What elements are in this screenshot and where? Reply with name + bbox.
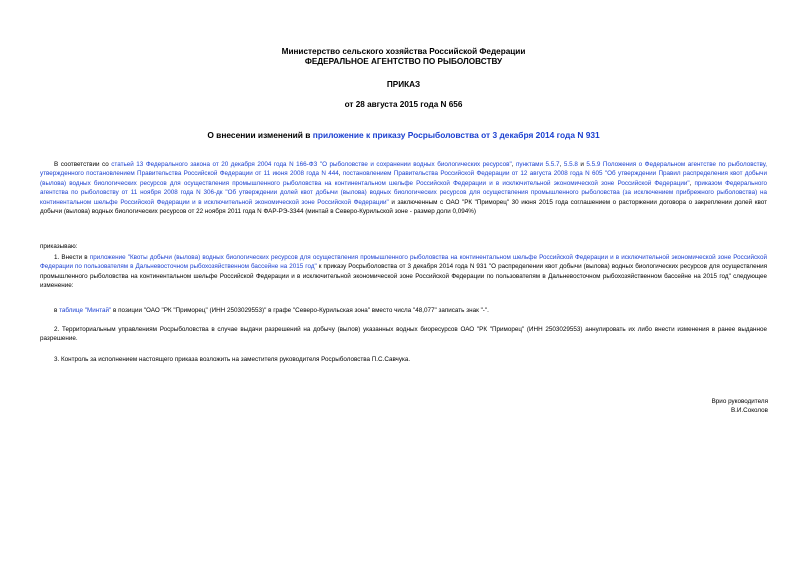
document-subject — [0, 130, 807, 140]
preamble-text-1: В соответствии со — [54, 161, 112, 168]
item-1-text-2: к приказу Росрыболовства от 3 декабря 2014 года N 931 "О распределении квот добычи (вылова) водных биологических ресурсов для осуществления промышленного рыболовства на континентальном шельфе Российской Федерации и в исключительной экономической зоне Российской Федерации по пользователям в Дальневосточном рыбохозяйственном бассейне на 2015 год" следующее изменение: — [40, 263, 768, 290]
signatory-name: В.И.Соколов — [730, 407, 768, 415]
table-change-paragraph — [40, 306, 767, 315]
clause-5-5-7-link[interactable]: пунктами 5.5.7 — [515, 161, 560, 168]
subject-link[interactable]: приложение к приказу Росрыболовства от 3 декабря 2014 года N 931 — [312, 130, 600, 140]
clause-5-5-8-link[interactable]: 5.5.8 — [563, 161, 578, 168]
appendix-quotas-link[interactable]: приложение "Квоты добычи (вылова) водных биологических ресурсов для осуществления промышленного рыболовства на континентальном шельфе Российской Федерации и в исключительной экономической зоне Российской Федерации по пользователям в Дальневосточном рыбохозяйственном бассейне на 2015 год" — [40, 254, 767, 271]
preamble-text-3: , — [559, 161, 564, 168]
law-article-13-link[interactable]: статьей 13 Федерального закона от 20 декабря 2004 года N 166-ФЗ "О рыболовстве и сохранении водных биологических ресурсов" — [111, 161, 512, 168]
preamble-paragraph — [40, 160, 767, 216]
preamble-text-6: , — [689, 179, 695, 187]
resolution-605-link[interactable]: постановлением Правительства Российской Федерации от 12 августа 2008 года N 605 "Об утверждении Правил распределения квот добычи (вылова) водных биологических ресурсов для осуществления промышленного рыболовства на континентальном шельфе Российской Федерации и в исключительной экономической зоне Российской Федерации" — [40, 170, 767, 187]
order-306-dk-link[interactable]: приказом Федерального агентства по рыболовству от 11 ноября 2008 года N 306-дк "Об утверждении долей квот добычи (вылова) водных биологических ресурсов для осуществления промышленного рыболовства (за исключением прибрежного рыболовства) на континентальном шельфе Российской Федерации и в исключительной экономической зоне Российской Федерации" — [40, 179, 768, 206]
subject-prefix: О внесении изменений в — [207, 130, 313, 140]
item-2-paragraph: 2. Территориальным управлениям Росрыболовства в случае выдачи разрешений на добычу (вылов) указанных водных биоресурсов ОАО "РК "Приморец" (ИНН 2503029553) аннулировать их либо внести изменения в ранее выданное разрешение. — [40, 326, 767, 343]
item-1-text-1: 1. Внести в — [54, 254, 90, 261]
table-change-text-2: в позиции "ОАО "РК "Приморец" (ИНН 2503029553)" в графе "Северо-Курильская зона" вместо числа "48,077" записать знак "-". — [111, 307, 489, 314]
document-date-number: от 28 августа 2015 года N 656 — [344, 100, 463, 109]
table-change-text-1: в — [54, 307, 60, 314]
item-3-paragraph: 3. Контроль за исполнением настоящего приказа возложить на заместителя руководителя Росрыболовства П.С.Савчука. — [54, 356, 411, 363]
regulation-444-link[interactable]: 5.5.9 Положения о Федеральном агентстве по рыболовству, утвержденного постановлением Правительства Российской Федерации от 11 июня 2008 года N 444 — [40, 161, 768, 178]
document-type: ПРИКАЗ — [386, 80, 421, 89]
signature-block — [712, 397, 768, 416]
preamble-text-5: , — [338, 170, 343, 178]
ordered-line: приказываю: — [40, 243, 78, 250]
agency-heading: ФЕДЕРАЛЬНОЕ АГЕНТСТВО ПО РЫБОЛОВСТВУ — [304, 57, 503, 66]
preamble-text-7: и заключенным с ОАО "РК "Приморец" 30 июня 2015 года соглашением о расторжении договора о закреплении долей квот добычи (вылова) водных биологических ресурсов от 22 ноября 2011 года N ФАР-РЭ-3344 (минтай в Северо-Курильской зоне - размер доли 0,094%) — [40, 198, 767, 216]
pollock-table-link[interactable]: таблице "Минтай" — [59, 307, 112, 314]
preamble-text-4: и — [577, 161, 587, 168]
item-1-paragraph — [40, 253, 767, 291]
signatory-position: Врио руководителя — [711, 398, 768, 405]
ministry-heading: Министерство сельского хозяйства Российской Федерации — [281, 47, 526, 56]
preamble-text-2: , — [511, 161, 516, 168]
